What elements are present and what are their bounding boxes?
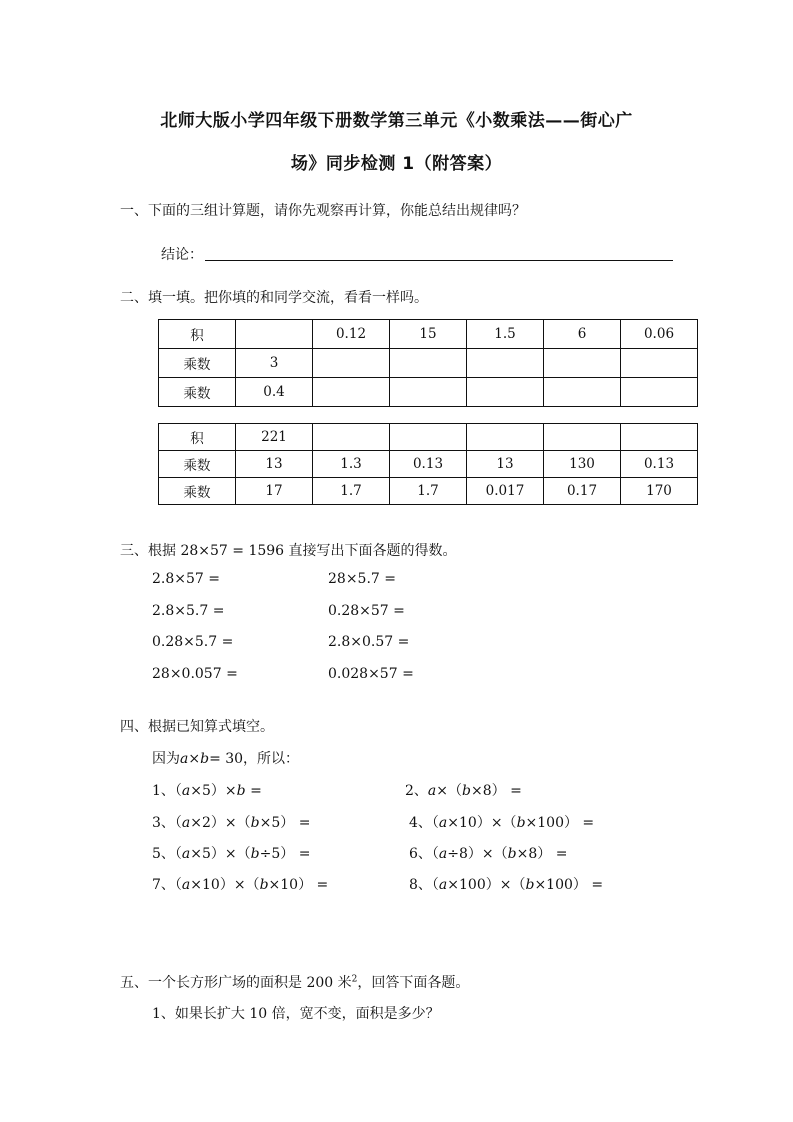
table-cell[interactable] <box>390 378 467 407</box>
question-3-text: 三、根据 28×57 = 1596 直接写出下面各题的得数。 <box>120 543 457 559</box>
table-cell: 13 <box>236 451 313 478</box>
table-cell: 1.7 <box>313 478 390 505</box>
table-cell[interactable] <box>621 378 698 407</box>
var-b: b <box>200 751 210 767</box>
table-cell: 0.06 <box>621 320 698 349</box>
table-cell: 3 <box>236 349 313 378</box>
table-cell: 0.4 <box>236 378 313 407</box>
table-cell: 积 <box>159 424 236 451</box>
table-cell[interactable] <box>621 424 698 451</box>
question-4-text: 四、根据已知算式填空。 <box>120 719 274 735</box>
conclusion-label: 结论： <box>161 247 203 263</box>
table-cell[interactable] <box>236 320 313 349</box>
superscript-2: 2 <box>351 974 358 985</box>
page-title-line-2: 场》同步检测 1（附答案） <box>290 154 503 174</box>
fill-table-b <box>158 423 698 505</box>
table-cell: 17 <box>236 478 313 505</box>
table-row <box>159 320 698 349</box>
table-cell[interactable] <box>390 424 467 451</box>
question-2-text: 二、填一填。把你填的和同学交流，看看一样吗。 <box>120 290 428 306</box>
table-row <box>159 424 698 451</box>
table-cell[interactable] <box>313 349 390 378</box>
q4-item: 4、（a×10）×（b×100） = <box>409 815 595 831</box>
table-cell: 6 <box>544 320 621 349</box>
question-1-text: 一、下面的三组计算题，请你先观察再计算，你能总结出规律吗？ <box>120 203 526 219</box>
table-cell[interactable] <box>467 424 544 451</box>
q4-item: 5、（a×5）×（b÷5） = <box>152 846 311 862</box>
fill-table-a <box>158 319 698 407</box>
table-row <box>159 451 698 478</box>
q3-item: 0.28×57 = <box>328 603 405 619</box>
table-cell: 1.3 <box>313 451 390 478</box>
table-cell[interactable] <box>544 378 621 407</box>
q4-item: 8、（a×100）×（b×100） = <box>409 877 604 893</box>
table-cell[interactable] <box>313 378 390 407</box>
q4-item: 1、（a×5）×b = <box>152 783 262 799</box>
table-cell: 乘数 <box>159 349 236 378</box>
question-5-text: 五、一个长方形广场的面积是 200 米$^2$，回答下面各题。 <box>120 974 470 991</box>
table-row <box>159 349 698 378</box>
question-5-sub-1: 1、如果长扩大 10 倍，宽不变，面积是多少？ <box>152 1006 440 1022</box>
table-cell: 乘数 <box>159 478 236 505</box>
table-cell: 乘数 <box>159 378 236 407</box>
q3-item: 0.28×5.7 = <box>152 634 234 650</box>
table-cell[interactable] <box>544 424 621 451</box>
table-cell: 1.5 <box>467 320 544 349</box>
table-cell: 0.017 <box>467 478 544 505</box>
q3-item: 28×0.057 = <box>152 666 238 682</box>
q3-item: 2.8×5.7 = <box>152 603 225 619</box>
table-cell[interactable] <box>313 424 390 451</box>
q4-item: 6、（a÷8）×（b×8） = <box>409 846 568 862</box>
q4-given <box>152 748 299 768</box>
table-cell: 15 <box>390 320 467 349</box>
q3-item: 0.028×57 = <box>328 666 414 682</box>
table-cell: 0.12 <box>313 320 390 349</box>
table-cell[interactable] <box>544 349 621 378</box>
q3-item: 28×5.7 = <box>328 571 396 587</box>
q4-item: 2、a×（b×8） = <box>405 783 522 799</box>
table-cell[interactable] <box>467 378 544 407</box>
table-cell: 221 <box>236 424 313 451</box>
given-prefix: 因为 <box>152 751 180 767</box>
table-cell: 0.13 <box>390 451 467 478</box>
times-sign: × <box>188 751 201 767</box>
table-cell[interactable] <box>390 349 467 378</box>
given-suffix: = 30，所以： <box>209 751 300 767</box>
conclusion-answer-line[interactable] <box>205 260 673 261</box>
table-cell: 积 <box>159 320 236 349</box>
q4-item: 7、（a×10）×（b×10） = <box>152 877 329 893</box>
table-cell: 0.17 <box>544 478 621 505</box>
table-cell[interactable] <box>467 349 544 378</box>
table-row <box>159 478 698 505</box>
q3-item: 2.8×57 = <box>152 571 220 587</box>
table-row <box>159 378 698 407</box>
var-a: a <box>180 751 189 767</box>
q3-item: 2.8×0.57 = <box>328 634 410 650</box>
table-cell: 乘数 <box>159 451 236 478</box>
table-cell[interactable] <box>621 349 698 378</box>
table-cell: 170 <box>621 478 698 505</box>
table-cell: 1.7 <box>390 478 467 505</box>
table-cell: 0.13 <box>621 451 698 478</box>
page-title-line-1: 北师大版小学四年级下册数学第三单元《小数乘法——街心广 <box>160 111 633 131</box>
q4-item: 3、（a×2）×（b×5） = <box>152 815 311 831</box>
table-cell: 13 <box>467 451 544 478</box>
table-cell: 130 <box>544 451 621 478</box>
